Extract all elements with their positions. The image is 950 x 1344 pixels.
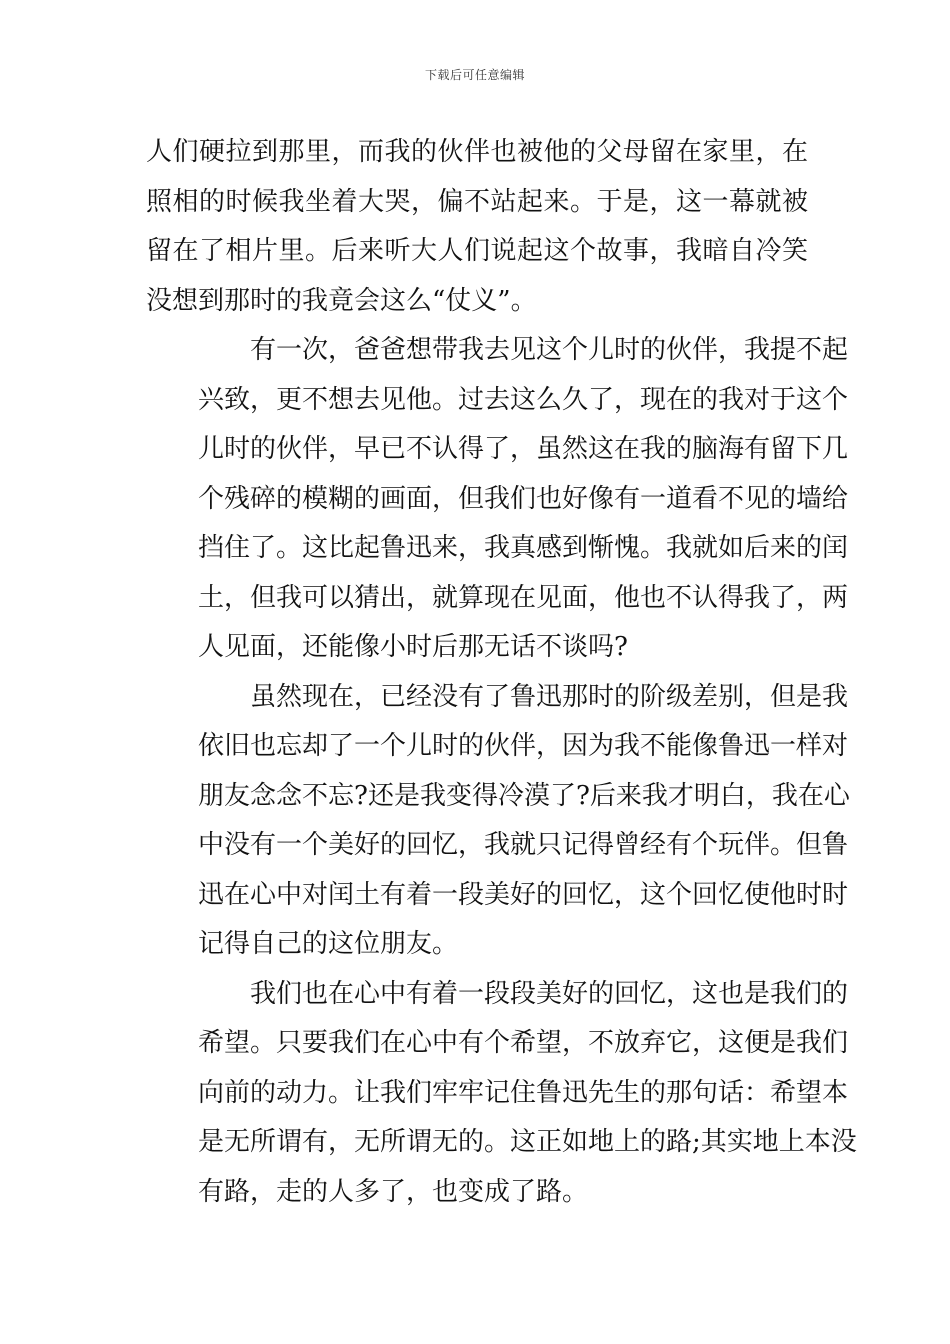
text-line: 照相的时候我坐着大哭，偏不站起来。于是，这一幕就被 — [146, 186, 808, 217]
paragraph-1 — [146, 128, 808, 326]
text-line: 没想到那时的我竟会这么“仗义”。 — [146, 285, 537, 316]
text-line: 记得自己的这位朋友。 — [198, 929, 459, 959]
text-line: 人们硬拉到那里，而我的伙伴也被他的父母留在家里，在 — [146, 137, 808, 167]
essay-body — [146, 128, 857, 1217]
text-line: 依旧也忘却了一个儿时的伙伴，因为我不能像鲁迅一样对 — [198, 731, 849, 761]
text-line: 虽然现在，已经没有了鲁迅那时的阶级差别，但是我 — [250, 681, 849, 712]
text-line: 希望。只要我们在心中有个希望，不放弃它，这便是我们 — [198, 1028, 849, 1058]
text-line: 是无所谓有，无所谓无的。这正如地上的路;其实地上本没 — [198, 1127, 857, 1157]
text-line: 土，但我可以猜出，就算现在见面，他也不认得我了，两 — [198, 582, 849, 613]
text-line: 迅在心中对闰土有着一段美好的回忆，这个回忆使他时时 — [198, 879, 849, 910]
text-line: 朋友念念不忘?还是我变得冷漠了?后来我才明白，我在心 — [198, 780, 850, 811]
paragraph-3 — [146, 673, 850, 970]
text-line: 儿时的伙伴，早已不认得了，虽然这在我的脑海有留下几 — [198, 434, 849, 464]
text-line: 向前的动力。让我们牢牢记住鲁迅先生的那句话：希望本 — [198, 1077, 849, 1108]
paragraph-2 — [146, 326, 849, 673]
text-line: 人见面，还能像小时后那无话不谈吗? — [198, 632, 628, 662]
text-line: 兴致，更不想去见他。过去这么久了，现在的我对于这个 — [198, 384, 849, 415]
page-header: 下载后可任意编辑 — [424, 68, 525, 82]
text-line: 有路，走的人多了，也变成了路。 — [198, 1176, 589, 1207]
text-line: 个残碎的模糊的画面，但我们也好像有一道看不见的墙给 — [198, 483, 849, 514]
text-line: 挡住了。这比起鲁迅来，我真感到惭愧。我就如后来的闰 — [198, 533, 849, 563]
text-line: 有一次，爸爸想带我去见这个儿时的伙伴，我提不起 — [250, 335, 849, 365]
text-line: 留在了相片里。后来听大人们说起这个故事，我暗自冷笑 — [146, 236, 808, 266]
text-line: 中没有一个美好的回忆，我就只记得曾经有个玩伴。但鲁 — [198, 830, 849, 860]
text-line: 我们也在心中有着一段段美好的回忆，这也是我们的 — [250, 978, 849, 1009]
paragraph-4 — [146, 970, 857, 1218]
